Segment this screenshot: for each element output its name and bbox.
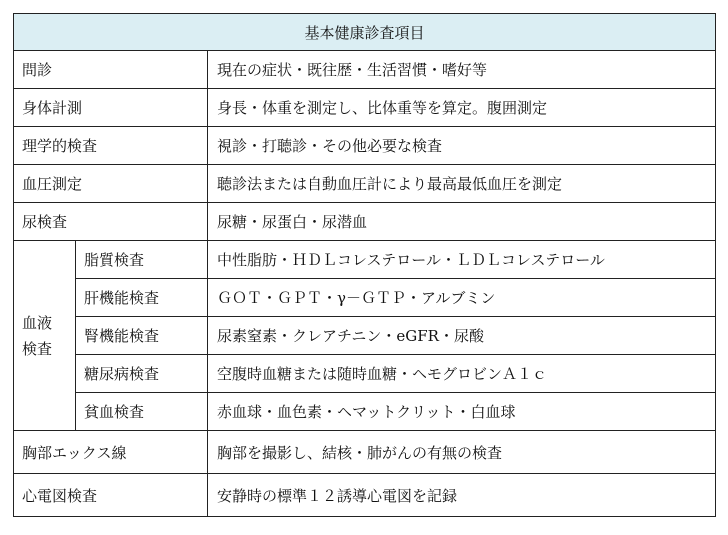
row-label: 糖尿病検査	[76, 355, 208, 393]
row-value: 胸部を撮影し、結核・肺がんの有無の検査	[208, 431, 716, 474]
row-label: 肝機能検査	[76, 279, 208, 317]
table-row	[14, 355, 716, 393]
row-value: 尿素窒素・クレアチニン・eGFR・尿酸	[208, 317, 716, 355]
row-label: 尿検査	[14, 203, 208, 241]
row-label: 理学的検査	[14, 127, 208, 165]
table-row	[14, 165, 716, 203]
row-label: 血圧測定	[14, 165, 208, 203]
group-label-line: 血液	[22, 313, 53, 332]
blood-test-group-label	[14, 241, 76, 431]
table-row	[14, 241, 716, 279]
table-row	[14, 89, 716, 127]
row-label: 心電図検査	[14, 474, 208, 517]
row-value: 尿糖・尿蛋白・尿潜血	[208, 203, 716, 241]
table-row	[14, 51, 716, 89]
table-row	[14, 393, 716, 431]
row-label: 胸部エックス線	[14, 431, 208, 474]
row-value: 赤血球・血色素・ヘマットクリット・白血球	[208, 393, 716, 431]
row-value: 身長・体重を測定し、比体重等を算定。腹囲測定	[208, 89, 716, 127]
row-label: 問診	[14, 51, 208, 89]
table-title: 基本健康診査項目	[14, 14, 716, 51]
row-value: 聴診法または自動血圧計により最高最低血圧を測定	[208, 165, 716, 203]
table-row	[14, 127, 716, 165]
row-label: 貧血検査	[76, 393, 208, 431]
row-label: 脂質検査	[76, 241, 208, 279]
row-value: 安静時の標準１２誘導心電図を記録	[208, 474, 716, 517]
row-label: 腎機能検査	[76, 317, 208, 355]
row-value: 空腹時血糖または随時血糖・ヘモグロビンＡ１ｃ	[208, 355, 716, 393]
health-check-table	[13, 13, 716, 517]
row-value: ＧＯＴ・ＧＰＴ・γ－ＧＴＰ・アルブミン	[208, 279, 716, 317]
table-row	[14, 317, 716, 355]
group-label-line: 検査	[22, 339, 53, 358]
row-value: 現在の症状・既往歴・生活習慣・嗜好等	[208, 51, 716, 89]
row-label: 身体計測	[14, 89, 208, 127]
table-row	[14, 203, 716, 241]
row-value: 視診・打聴診・その他必要な検査	[208, 127, 716, 165]
row-value: 中性脂肪・ＨＤＬコレステロール・ＬＤＬコレステロール	[208, 241, 716, 279]
table-row	[14, 279, 716, 317]
table-row	[14, 474, 716, 517]
table-row	[14, 431, 716, 474]
